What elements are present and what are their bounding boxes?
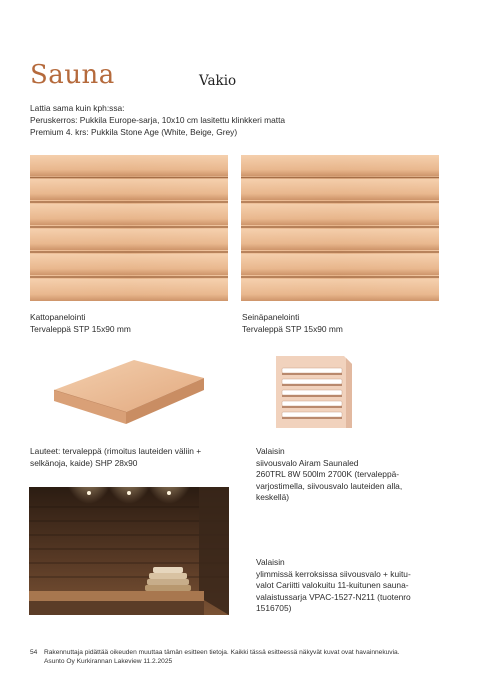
- caption-line: Tervaleppä STP 15x90 mm: [242, 323, 343, 334]
- page-footer: [30, 648, 400, 666]
- ceiling-caption: [30, 312, 131, 335]
- intro-line: Peruskerros: Pukkila Europe-sarja, 10x10 cm lasitettu klinkkeri matta: [30, 115, 286, 125]
- ceiling-panel-image: [30, 155, 228, 301]
- page-subtitle: Vakio: [199, 73, 237, 89]
- caption-line: Seinäpanelointi: [242, 312, 300, 322]
- footer-disclaimer: Rakennuttaja pidättää oikeuden muuttaa tämän esitteen tietoja. Kaikki tässä esitteessä näkyvät kuvat ovat havainnekuvia.: [44, 649, 400, 656]
- benches-caption: [30, 446, 201, 469]
- bench-board-image: [48, 350, 206, 428]
- caption-line: Valaisin: [256, 557, 285, 567]
- caption-line: siivousvalo Airam Saunaled: [256, 457, 359, 468]
- caption-line: keskellä): [256, 492, 290, 502]
- page-title: Sauna: [30, 60, 115, 90]
- caption-line: Tervaleppä STP 15x90 mm: [30, 323, 131, 334]
- wall-caption: [242, 312, 343, 335]
- page-number: 54: [30, 649, 38, 656]
- caption-line: valaistussarja VPAC-1527-N211 (tuotenro: [256, 591, 411, 602]
- light1-caption: [256, 446, 402, 504]
- caption-line: 1516705): [256, 603, 292, 613]
- lamp-shade-image: [272, 354, 356, 430]
- caption-line: varjostimella, siivousvalo lauteiden alla,: [256, 480, 403, 491]
- intro-line: Premium 4. krs: Pukkila Stone Age (White, Beige, Grey): [30, 127, 238, 137]
- caption-line: Lauteet: tervaleppä (rimoitus lauteiden väliin +: [30, 446, 202, 456]
- footer-project: Asunto Oy Kurkirannan Lakeview 11.2.2025: [44, 658, 173, 665]
- caption-line: Kattopanelointi: [30, 312, 86, 322]
- light2-caption: [256, 557, 411, 615]
- intro-line: Lattia sama kuin kph:ssa:: [30, 103, 125, 113]
- caption-line: Valaisin: [256, 446, 285, 456]
- caption-line: 260TRL 8W 500lm 2700K (tervaleppä-: [256, 469, 400, 479]
- wall-panel-image: [241, 155, 439, 301]
- sauna-interior-image: [29, 487, 229, 615]
- caption-line: selkänoja, kaide) SHP 28x90: [30, 457, 138, 468]
- caption-line: valot Cariitti valokuitu 11-kuitunen sauna-: [256, 580, 409, 590]
- caption-line: ylimmissä kerroksissa siivousvalo + kuitu-: [256, 568, 411, 579]
- intro-text: [30, 102, 285, 138]
